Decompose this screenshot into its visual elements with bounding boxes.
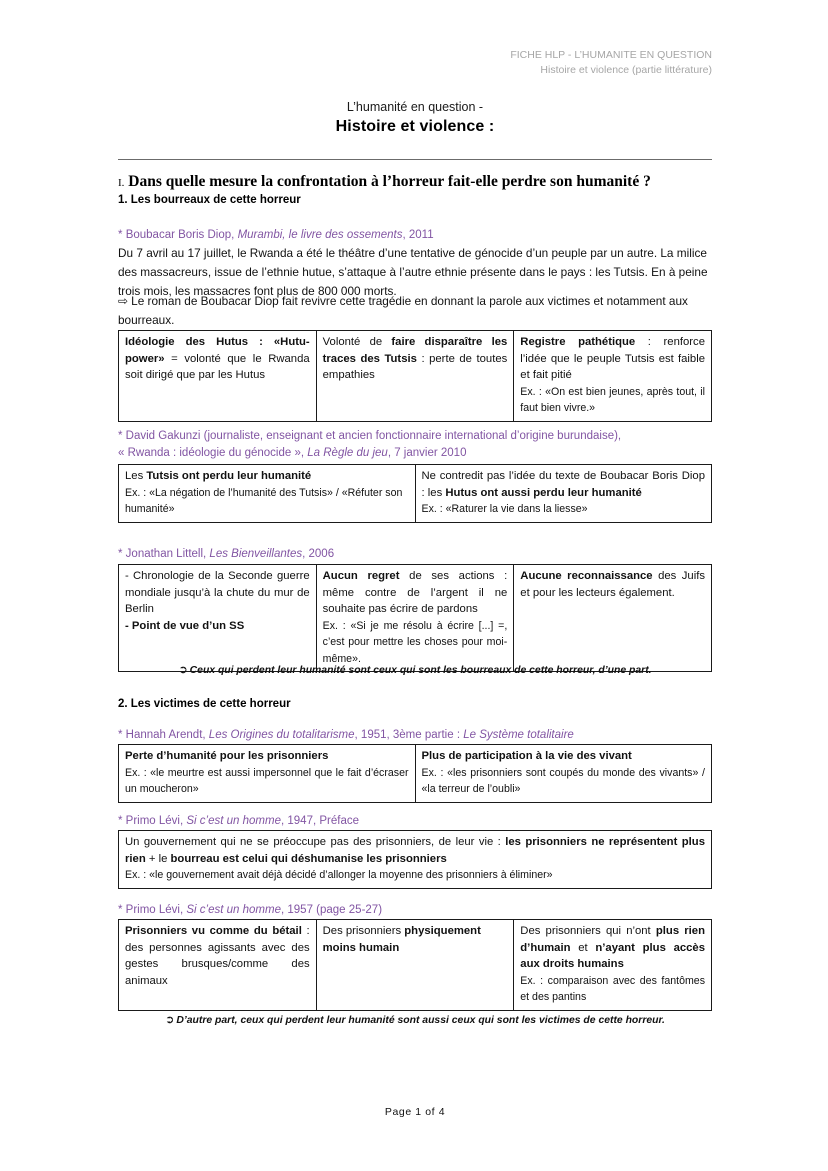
title-divider: [118, 159, 712, 160]
source-post: , 2006: [302, 548, 335, 560]
source-citation-littell: [118, 546, 712, 563]
source-pre: * Primo Lévi,: [118, 904, 187, 916]
cell-bold-lead: Idéologie des Hutus :: [125, 336, 263, 348]
cell-text-post: de ses actions : même contre de l’argent il ne souhaite pas écrire de pardons: [322, 570, 508, 615]
cell-text-pre: Ne contredit pas l’idée du texte de Boubacar Boris Diop : les: [421, 470, 705, 499]
cell-example: Ex. : «Si je me résolu à écrire [...] =, c’est pour mettre les choses pour moi-même».: [322, 619, 508, 665]
source-line2-post: , 7 janvier 2010: [387, 447, 467, 459]
source-line2-pre: « Rwanda : idéologie du génocide »,: [118, 447, 308, 459]
table-cell: [119, 920, 317, 1011]
table-cell: [514, 331, 712, 422]
source-post: , 1957 (page 25-27): [281, 904, 383, 916]
cell-bold-term-2: n’ayant plus accès aux droits humains: [520, 941, 706, 970]
paragraph-diop-summary: Du 7 avril au 17 juillet, le Rwanda a été le théâtre d’une tentative de génocide d’un peuple par un autre. La milice des massacreurs, issue de l’ethnie hutue, s’attaque à l’autre ethnie présente dans le pays : les Tutsis. En à peine trois mois, les massacres font plus de 800 000 morts.: [118, 246, 708, 298]
cell-bold-term: Plus de participation à la vie des vivant: [421, 750, 632, 762]
cell-text-post: : renforce l’idée que le peuple Tutsis est faible et fait pitié: [520, 336, 705, 381]
source-work-title: Si c’est un homme: [186, 904, 281, 916]
table-row: [119, 745, 712, 803]
cell-text: - Chronologie de la Seconde guerre mondiale jusqu’à la chute du mur de Berlin: [125, 570, 310, 615]
cell-bold-term: Prisonniers vu comme du bétail: [125, 925, 302, 937]
cell-bold-term: Aucun regret: [322, 570, 400, 582]
source-author: Boubacar Boris Diop,: [125, 229, 235, 241]
table-cell: [316, 920, 514, 1011]
table-cell: [119, 745, 416, 803]
page-footer: Page 1 of 4: [384, 1106, 446, 1118]
source-pre: * Hannah Arendt,: [118, 729, 209, 741]
table-cell: [316, 565, 514, 672]
cell-text-mid: et: [570, 941, 596, 954]
cell-example: Ex. : «les prisonniers sont coupés du monde des vivants» / «la terreur de l’oubli»: [421, 766, 705, 795]
section-numeral: I.: [118, 177, 125, 189]
cell-text-mid: + le: [145, 852, 171, 865]
subsection-heading-2: 2. Les victimes de cette horreur: [118, 698, 291, 710]
table-cell: [514, 920, 712, 1011]
source-citation-diop: [118, 227, 712, 244]
conclusion-line-1: [118, 663, 712, 678]
running-header: [118, 48, 712, 78]
table-arendt: [118, 744, 712, 803]
table-row: [119, 331, 712, 422]
table-row: [119, 465, 712, 523]
cell-bold-term-2: bourreau est celui qui déshumanise les prisonniers: [170, 852, 447, 865]
conclusion-text: D’autre part, ceux qui perdent leur humanité sont aussi ceux qui sont les victimes de cette horreur.: [176, 1015, 665, 1026]
cell-bold-term: «Hutu-power»: [125, 336, 310, 365]
source-work-title-2: Le Système totalitaire: [463, 729, 574, 741]
source-citation-arendt: [118, 727, 712, 744]
source-citation-levi-1957: [118, 902, 712, 919]
table-cell: [316, 331, 514, 422]
cell-example: Ex. : «La négation de l’humanité des Tutsis» / «Réfuter son humanité»: [125, 486, 403, 515]
cell-text-pre: Des prisonniers qui n’ont: [520, 925, 656, 937]
cell-bold-line: - Point de vue d’un SS: [125, 619, 245, 632]
source-mid: , 1951, 3ème partie :: [354, 729, 464, 741]
cell-bold-term: Tutsis ont perdu leur humanité: [146, 470, 312, 482]
section-heading-1: [118, 172, 712, 193]
source-work-title: La Règle du jeu: [307, 447, 388, 459]
title-subtitle: L’humanité en question -: [346, 100, 484, 114]
source-work-title: Si c’est un homme: [186, 815, 281, 827]
cell-bold-term: Registre pathétique: [520, 336, 636, 348]
table-cell: [119, 331, 317, 422]
cell-text-pre: Des prisonniers: [322, 925, 405, 937]
cell-bold-term: physiquement moins humain: [322, 925, 481, 954]
table-gakunzi: [118, 464, 712, 523]
cell-bold-term: les prisonniers ne représentent plus rien: [125, 836, 705, 865]
cell-example: Ex. : «le meurtre est aussi impersonnel que le fait d’écraser un moucheron»: [125, 766, 409, 795]
source-line2: [118, 445, 712, 462]
cell-bold-term: Hutus ont aussi perdu leur humanité: [445, 486, 642, 499]
table-cell: [514, 565, 712, 672]
cell-text-post: : perte de toutes empathies: [322, 352, 508, 381]
cell-example: Ex. : «On est bien jeunes, après tout, il faut bien vivre.»: [520, 385, 705, 414]
cell-bold-term: faire disparaître les traces des Tutsis: [322, 336, 508, 365]
curved-arrow-icon: ➲: [178, 664, 188, 676]
source-line1: * David Gakunzi (journaliste, enseignant et ancien fonctionnaire international d’origine burundaise),: [118, 430, 622, 442]
source-work-title: Murambi, le livre des ossements: [237, 229, 403, 241]
curved-arrow-icon: ➲: [165, 1014, 175, 1026]
table-row: [119, 565, 712, 672]
source-work-title: Les Bienveillantes: [209, 548, 303, 560]
source-work-title: Les Origines du totalitarisme: [208, 729, 355, 741]
source-citation-gakunzi: [118, 428, 712, 462]
cell-bold-term: Aucune reconnaissance: [520, 570, 653, 582]
table-row: [119, 920, 712, 1011]
conclusion-text: Ceux qui perdent leur humanité sont ceux qui sont les bourreaux de cette horreur, d’une part.: [189, 665, 652, 676]
table-cell: [415, 745, 712, 803]
cell-bold-term: plus rien d’humain: [520, 925, 705, 954]
cell-text: = volonté que le Rwanda soit dirigé que par les Hutus: [125, 352, 310, 381]
table-cell: [119, 565, 317, 672]
source-year: , 2011: [402, 229, 434, 241]
table-cell: [415, 465, 712, 523]
subsection-heading-1: 1. Les bourreaux de cette horreur: [118, 194, 301, 206]
cell-bold-term: Perte d’humanité pour les prisonniers: [125, 750, 329, 762]
cell-text-pre: Les: [125, 470, 147, 482]
section-heading-1-text: Dans quelle mesure la confrontation à l’horreur fait-elle perdre son humanité ?: [128, 173, 651, 190]
source-pre: * Primo Lévi,: [118, 815, 187, 827]
paragraph-diop-arrow: ⇨ Le roman de Boubacar Diop fait revivre cette tragédie en donnant la parole aux victimes et notamment aux bourreaux.: [118, 294, 688, 327]
source-post: , 1947, Préface: [281, 815, 359, 827]
running-header-line2: Histoire et violence (partie littérature): [540, 64, 712, 76]
cell-text-post: : des personnes agissants avec des gestes brusques/comme des animaux: [125, 925, 310, 987]
document-title-block: [118, 98, 712, 138]
table-cell: [119, 465, 416, 523]
running-header-line1: FICHE HLP - L’HUMANITE EN QUESTION: [510, 49, 712, 61]
table-littell: [118, 564, 712, 672]
conclusion-line-2: [118, 1013, 712, 1028]
source-citation-levi-1947: [118, 813, 712, 830]
page-title: Histoire et violence :: [335, 118, 495, 135]
table-row: [119, 831, 712, 889]
cell-text-post: des Juifs et pour les lecteurs également.: [520, 570, 705, 599]
cell-text-pre: Volonté de: [322, 336, 392, 348]
source-pre: * Jonathan Littell,: [118, 548, 210, 560]
cell-text-pre: Un gouvernement qui ne se préoccupe pas des prisonniers, de leur vie :: [125, 836, 506, 848]
source-marker: *: [118, 229, 123, 241]
table-levi-1947: [118, 830, 712, 889]
cell-example: Ex. : «le gouvernement avait déjà décidé d’allonger la moyenne des prisonniers à éliminer»: [125, 869, 553, 881]
cell-example: Ex. : «Raturer la vie dans la liesse»: [421, 503, 588, 515]
table-levi-1957: [118, 919, 712, 1011]
table-diop: [118, 330, 712, 422]
table-cell: [119, 831, 712, 889]
cell-example: Ex. : comparaison avec des fantômes et des pantins: [520, 974, 705, 1003]
